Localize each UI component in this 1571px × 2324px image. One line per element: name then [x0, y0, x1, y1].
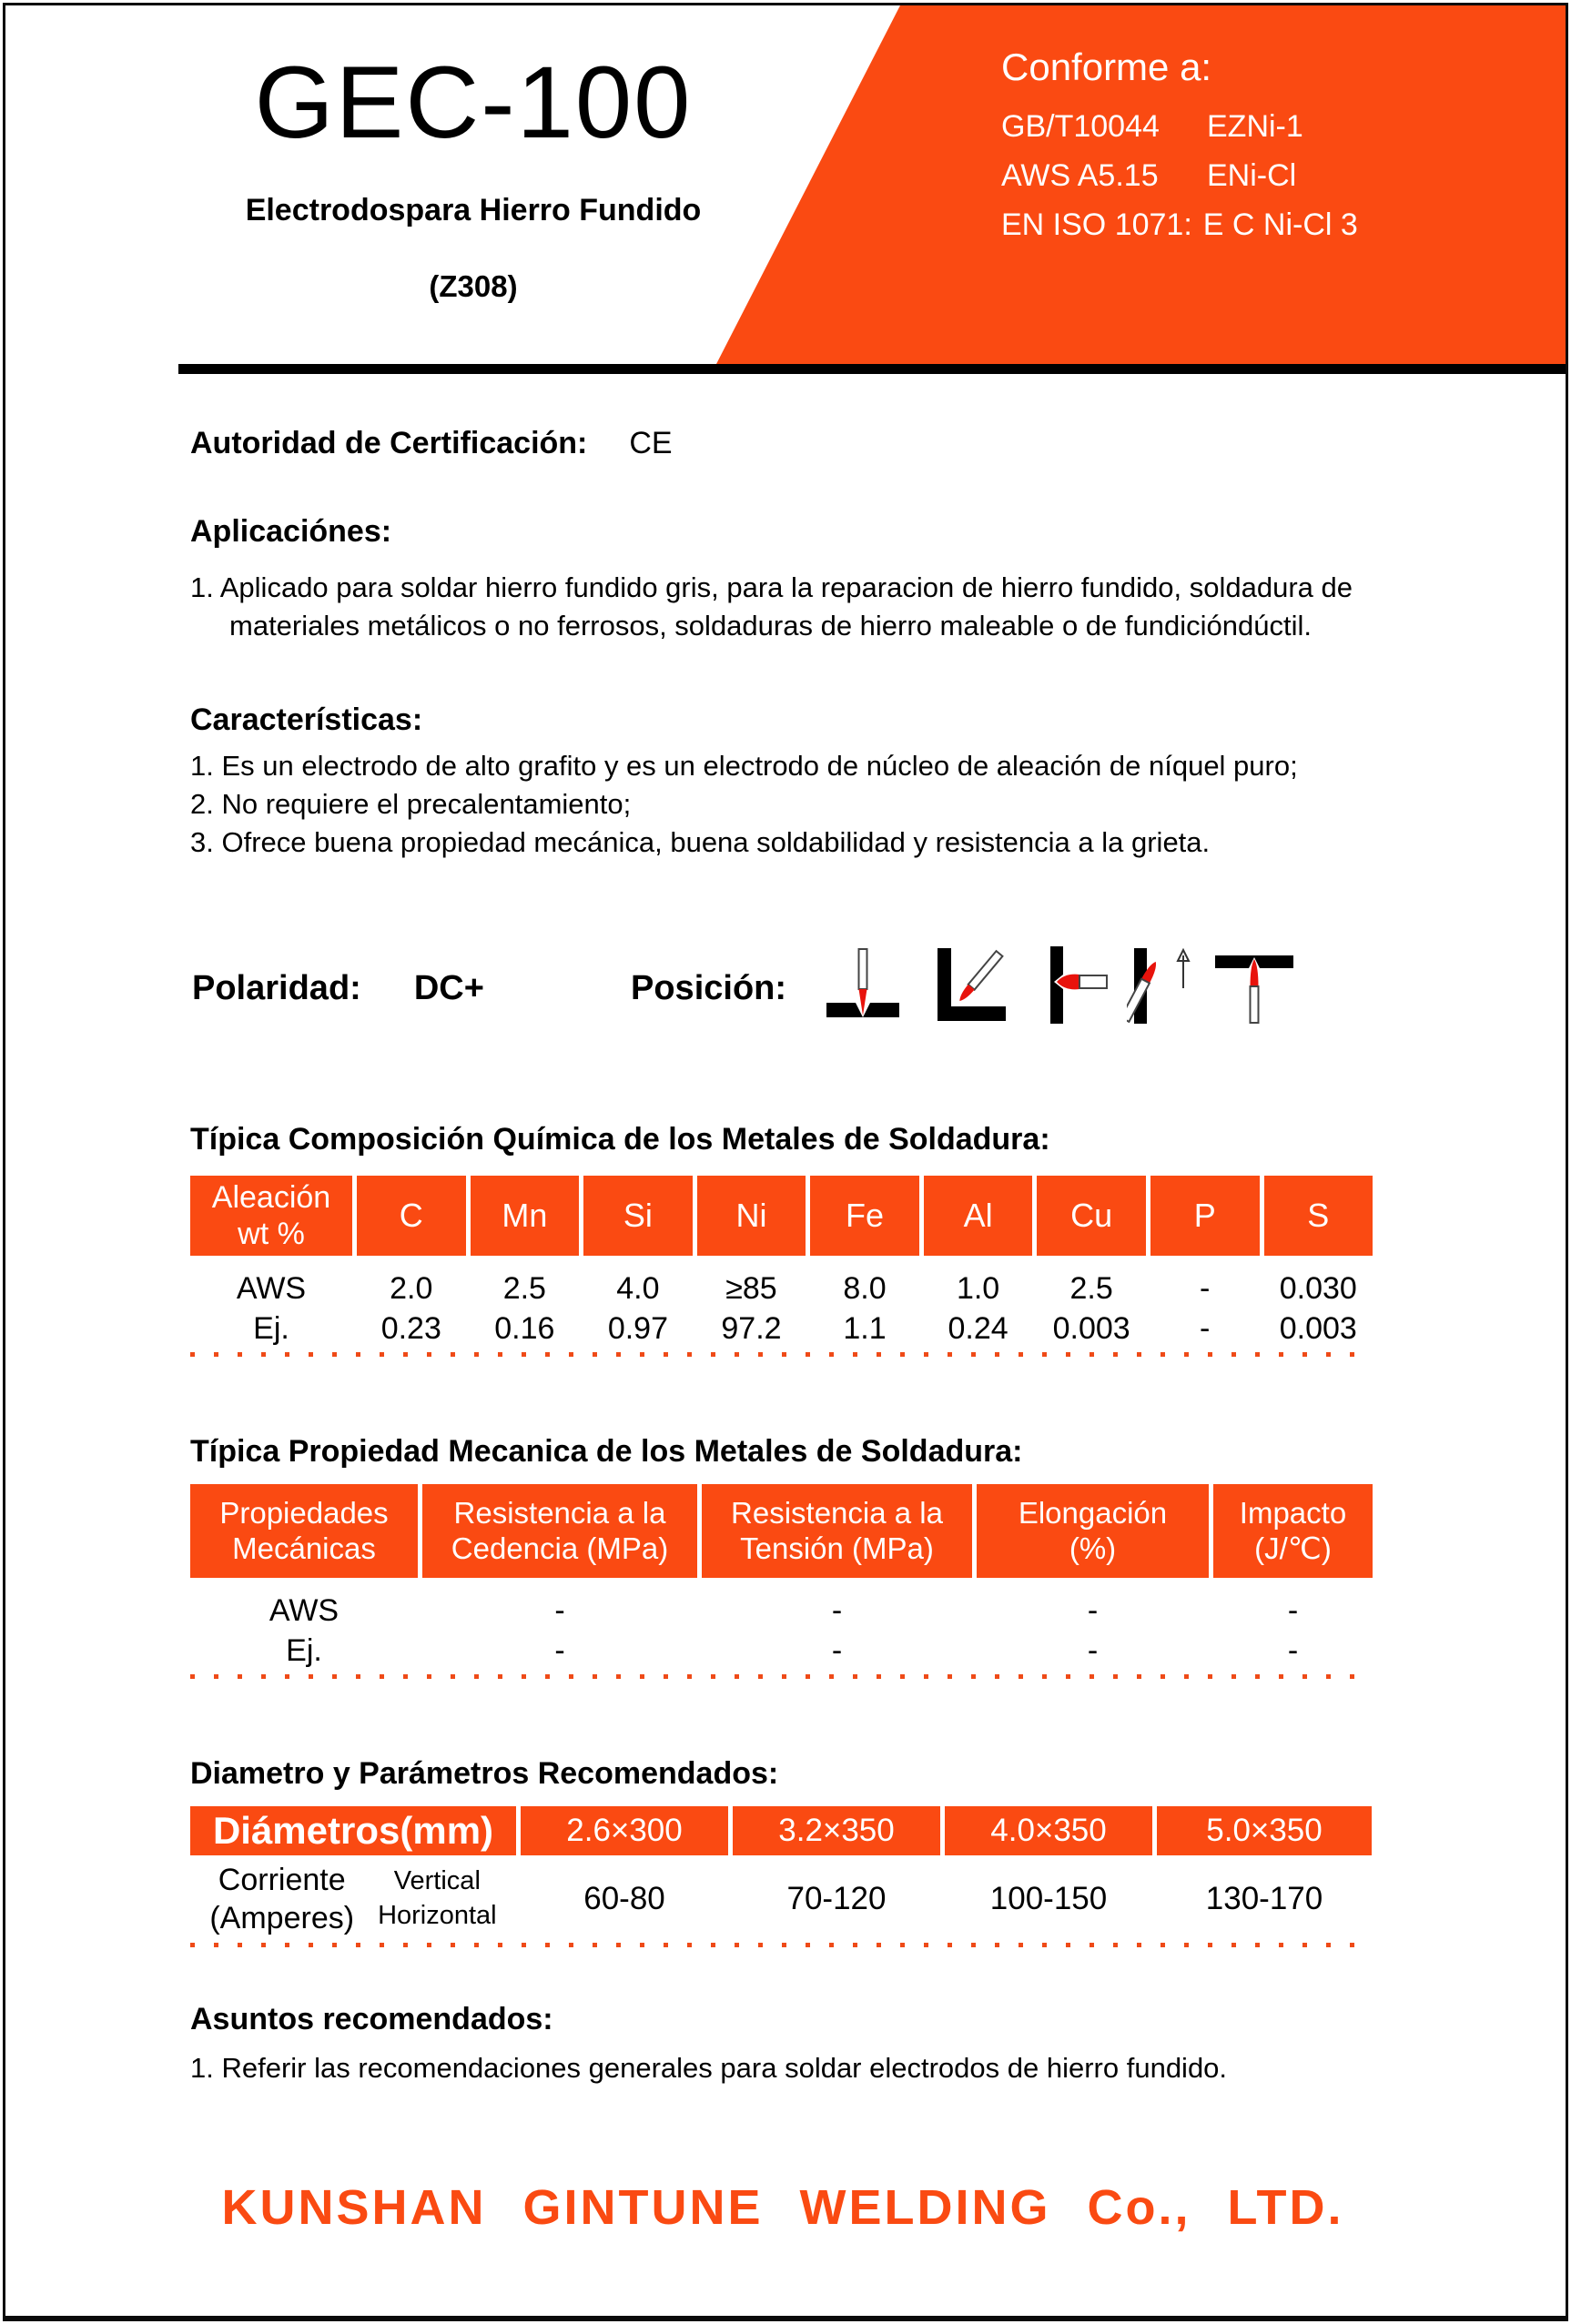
polarity-line: [192, 969, 484, 1008]
row-label: AWS: [236, 1270, 307, 1306]
column-header-line: (%): [1069, 1531, 1117, 1565]
column-header: [702, 1484, 972, 1578]
polarity-value: DC+: [413, 969, 484, 1007]
cell: 2.0: [390, 1270, 433, 1306]
composition-row-aws: [190, 1268, 1373, 1309]
conformance-block: [1001, 45, 1358, 257]
column-header-line: wt %: [238, 1217, 305, 1251]
cell: -: [554, 1592, 565, 1628]
cell: 0.97: [607, 1310, 668, 1346]
cell: ≥85: [725, 1270, 777, 1306]
standard-row: [1001, 207, 1358, 243]
diameter-header-row: [190, 1806, 1373, 1855]
column-header-size: 4.0×350: [945, 1806, 1152, 1855]
cell: 8.0: [843, 1270, 887, 1306]
orientation-label-line: Vertical: [393, 1866, 481, 1896]
composition-table: [190, 1122, 1373, 1349]
column-header-element: P: [1150, 1176, 1260, 1256]
cell: -: [1087, 1632, 1099, 1668]
current-label-line: Corriente: [218, 1862, 346, 1897]
diameter-table-title: Diametro y Parámetros Recomendados:: [190, 1756, 779, 1791]
polarity-label: Polaridad:: [192, 969, 361, 1007]
recommended-heading: Asuntos recomendados:: [190, 2002, 553, 2036]
cell: 70-120: [786, 1881, 887, 1916]
position-label: Posición:: [631, 969, 787, 1007]
column-header-element: Si: [583, 1176, 693, 1256]
column-header-line: Cedencia (MPa): [451, 1531, 669, 1565]
column-header-size: 5.0×350: [1157, 1806, 1372, 1855]
cell: -: [554, 1632, 565, 1668]
column-header-line: Tensión (MPa): [740, 1531, 934, 1565]
column-header: [1213, 1484, 1373, 1578]
row-label: Ej.: [286, 1632, 322, 1668]
cell: 0.003: [1052, 1310, 1130, 1346]
column-header-line: Impacto: [1239, 1495, 1347, 1530]
column-header-line: Mecánicas: [232, 1531, 376, 1565]
cell: 4.0: [616, 1270, 660, 1306]
column-header-line: Resistencia a la: [453, 1495, 666, 1530]
column-header-line: Aleación: [211, 1179, 331, 1215]
position-overhead-icon: [1213, 946, 1295, 1024]
position-fillet-icon: [930, 946, 1012, 1024]
standard-row: [1001, 158, 1358, 194]
applications-line-1: 1. Aplicado para soldar hierro fundido gris, para la reparacion de hierro fundido, soldadura de: [190, 571, 1353, 603]
product-model: (Z308): [429, 269, 518, 303]
cell: 1.0: [956, 1270, 1000, 1306]
mechanical-row-aws: [190, 1591, 1373, 1631]
column-header: [422, 1484, 697, 1578]
cell: 0.23: [380, 1310, 441, 1346]
cell: 97.2: [721, 1310, 782, 1346]
conformance-title: Conforme a:: [1001, 45, 1212, 88]
characteristic-item: 3. Ofrece buena propiedad mecánica, buena soldabilidad y resistencia a la grieta.: [190, 826, 1211, 858]
dotted-separator: [190, 1674, 1357, 1679]
column-header-element: Cu: [1037, 1176, 1146, 1256]
composition-header-row: [190, 1176, 1373, 1256]
cell: 60-80: [583, 1881, 665, 1916]
column-header-element: Al: [924, 1176, 1033, 1256]
cell: 100-150: [989, 1881, 1108, 1916]
column-header-element: Ni: [697, 1176, 806, 1256]
standard-code: AWS A5.15: [1001, 158, 1159, 193]
column-header-diametros: Diámetros(mm): [190, 1806, 516, 1855]
composition-table-title: Típica Composición Química de los Metales de Soldadura:: [190, 1122, 1050, 1157]
standard-class: EZNi-1: [1207, 109, 1303, 144]
column-header: [977, 1484, 1209, 1578]
column-header-element: C: [357, 1176, 466, 1256]
current-label-line: (Amperes): [209, 1901, 355, 1935]
cell: -: [1087, 1592, 1099, 1628]
cell: 2.5: [502, 1270, 546, 1306]
cell: 0.030: [1279, 1270, 1357, 1306]
position-flat-icon: [822, 946, 904, 1024]
cell: 0.24: [948, 1310, 1008, 1346]
position-horizontal-icon: [1027, 946, 1109, 1024]
certification-value: CE: [629, 426, 673, 460]
row-label: Ej.: [253, 1310, 289, 1346]
applications-line-2: materiales metálicos o no ferrosos, soldaduras de hierro maleable o de fundicióndúctil.: [229, 610, 1312, 642]
column-header-element: Fe: [810, 1176, 919, 1256]
column-header-line: Resistencia a la: [731, 1495, 943, 1530]
orientation-label: [378, 1864, 497, 1933]
column-header-size: 3.2×350: [733, 1806, 940, 1855]
cell: -: [1200, 1270, 1211, 1306]
certification-line: [190, 426, 673, 461]
cell: 0.003: [1279, 1310, 1357, 1346]
dotted-separator: [190, 1943, 1357, 1947]
column-header-element: Mn: [471, 1176, 580, 1256]
cell: 0.16: [494, 1310, 555, 1346]
standard-class: ENi-Cl: [1207, 158, 1297, 193]
cell: -: [831, 1592, 843, 1628]
characteristic-item: 2. No requiere el precalentamiento;: [190, 788, 632, 820]
company-name: KUNSHAN GINTUNE WELDING Co., LTD.: [221, 2180, 1344, 2235]
column-header-aleacion: [190, 1176, 352, 1256]
composition-row-ej: [190, 1309, 1373, 1349]
mechanical-table-title: Típica Propiedad Mecanica de los Metales de Soldadura:: [190, 1434, 1023, 1469]
product-subtitle: Electrodospara Hierro Fundido: [245, 193, 702, 227]
standard-class: E C Ni-Cl 3: [1202, 207, 1358, 242]
current-row-label: [190, 1860, 516, 1938]
header-divider-rule: [178, 364, 1567, 374]
cell: -: [1287, 1632, 1299, 1668]
position-vertical-up-icon: [1127, 946, 1209, 1024]
product-title: GEC-100: [254, 45, 693, 159]
mechanical-row-ej: [190, 1631, 1373, 1671]
orientation-label-line: Horizontal: [378, 1901, 497, 1930]
characteristics-heading: Características:: [190, 702, 423, 737]
certification-label: Autoridad de Certificación:: [190, 426, 588, 460]
standard-code: GB/T10044: [1001, 109, 1160, 144]
cell: 1.1: [843, 1310, 887, 1346]
standard-row: [1001, 109, 1358, 145]
cell: 2.5: [1069, 1270, 1113, 1306]
mechanical-header-row: [190, 1484, 1373, 1578]
applications-heading: Aplicaciónes:: [190, 514, 392, 549]
dotted-separator: [190, 1352, 1357, 1357]
mechanical-table: [190, 1434, 1373, 1671]
diameter-current-row: [190, 1860, 1373, 1938]
cell: -: [1200, 1310, 1211, 1346]
recommended-item: 1. Referir las recomendaciones generales para soldar electrodos de hierro fundido.: [190, 2052, 1228, 2084]
cell: 130-170: [1205, 1881, 1323, 1916]
column-header-element: S: [1264, 1176, 1373, 1256]
diameter-table: [190, 1756, 1373, 1938]
column-header-line: (J/℃): [1254, 1531, 1332, 1565]
current-label: [209, 1861, 354, 1938]
row-label: AWS: [269, 1592, 340, 1628]
column-header-line: Elongación: [1018, 1495, 1168, 1530]
standard-code: EN ISO 1071:: [1001, 207, 1192, 242]
characteristic-item: 1. Es un electrodo de alto grafito y es un electrodo de núcleo de aleación de níquel puro;: [190, 750, 1298, 782]
cell: -: [831, 1632, 843, 1668]
column-header: [190, 1484, 418, 1578]
column-header-size: 2.6×300: [521, 1806, 728, 1855]
column-header-line: Propiedades: [219, 1495, 389, 1530]
cell: -: [1287, 1592, 1299, 1628]
